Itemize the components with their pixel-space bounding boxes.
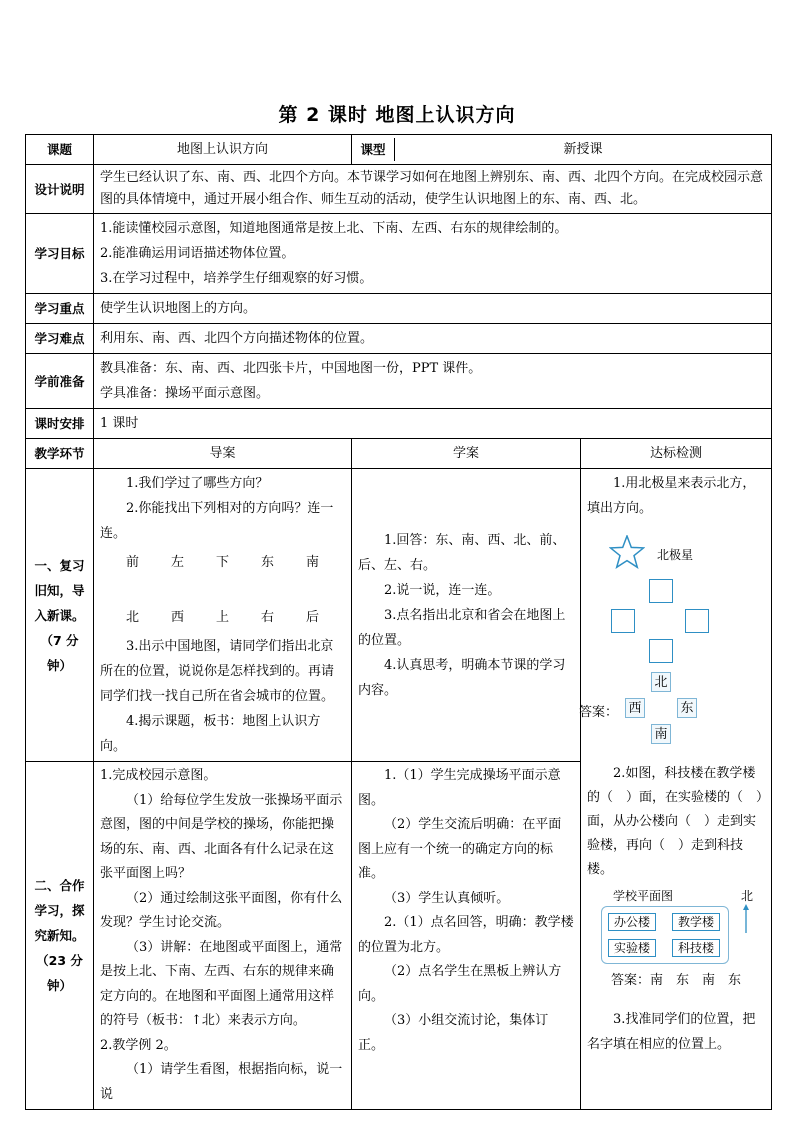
key-label: 学习重点 — [26, 294, 94, 324]
building-lab: 实验楼 — [608, 939, 656, 957]
answer-south: 南 — [651, 724, 671, 744]
prep-item: 教具准备：东、南、西、北四张卡片，中国地图一份，PPT 课件。 — [100, 361, 482, 376]
guide-item: 2.教学例 2。 — [100, 1037, 177, 1053]
dir-word: 北 — [125, 610, 139, 625]
guide-item: （2）通过绘制这张平面图，你有什么发现？学生讨论交流。 — [100, 890, 343, 930]
study-item: 1.（1）学生完成操场平面示意图。 — [358, 768, 561, 808]
guide-item: 1.完成校园示意图。 — [100, 768, 217, 783]
dir-word: 西 — [170, 610, 184, 625]
study-item: 1.回答：东、南、西、北、前、后、左、右。 — [358, 532, 566, 573]
stage2-name: 二、合作学习，探究新知。（23 分钟） — [26, 762, 94, 1110]
polaris-label: 北极星 — [657, 548, 694, 562]
stage1-study — [352, 469, 581, 762]
prep-row — [26, 354, 772, 409]
guide-item: （3）讲解：在地图或平面图上，通常是按上北、下南、左西、右东的规律来确定方向的。在地图和平面图上通常用这样的符号（板书：↑北）来表示方向。 — [100, 939, 343, 1028]
design-label: 设计说明 — [26, 165, 94, 214]
prep-item: 学具准备：操场平面示意图。 — [100, 386, 270, 401]
direction-row-2 — [100, 605, 345, 630]
stage1-name: 一、复习旧知，导入新课。（7 分钟） — [26, 469, 94, 762]
schedule-row — [26, 409, 772, 439]
check-cell — [581, 469, 772, 1110]
guide-q1: 1.我们学过了哪些方向？ — [126, 476, 269, 491]
column-header-row — [26, 439, 772, 469]
topic-row — [26, 135, 772, 165]
answer-west: 西 — [625, 698, 645, 718]
answer-east: 东 — [677, 698, 697, 718]
check-q3: 3.找准同学们的位置，把名字填在相应的位置上。 — [587, 1012, 756, 1052]
map-frame — [601, 906, 729, 964]
lesson-plan-table — [25, 134, 772, 1110]
stage1-guide — [94, 469, 352, 762]
star-icon — [609, 535, 645, 569]
col-guide: 导案 — [94, 439, 352, 469]
difficulty-value: 利用东、南、西、北四个方向描述物体的位置。 — [94, 324, 772, 354]
dir-word: 左 — [170, 555, 184, 570]
dir-word: 下 — [215, 555, 229, 570]
dir-word: 后 — [305, 610, 319, 625]
guide-item: （1）请学生看图，根据指向标，说一说 — [100, 1062, 343, 1102]
map-title: 学校平面图 — [613, 889, 674, 903]
schedule-value: 1 课时 — [94, 409, 772, 439]
study-item: （2）学生交流后明确：在平面图上应有一个统一的确定方向的标准。 — [358, 817, 562, 881]
check-q1: 1.用北极星来表示北方，填出方向。 — [587, 476, 756, 516]
study-item: 2.说一说，连一连。 — [384, 582, 501, 598]
key-row — [26, 294, 772, 324]
north-arrow-icon — [741, 904, 751, 934]
guide-item: （1）给每位学生发放一张操场平面示意图，图的中间是学校的操场，你能把操场的东、南、西、北面各有什么记录在这张平面图上吗？ — [100, 792, 343, 881]
goal-item: 1.能读懂校园示意图，知道地图通常是按上北、下南、左西、右东的规律绘制的。 — [100, 221, 568, 236]
building-tech: 科技楼 — [672, 939, 720, 957]
topic-label: 课题 — [26, 135, 94, 165]
difficulty-row — [26, 324, 772, 354]
check-q2: 2.如图，科技楼在教学楼的（ ）面，在实验楼的（ ）面，从办公楼向（ ）走到实验楼，再向（ ）走到科技楼。 — [587, 766, 763, 877]
dir-word: 东 — [260, 555, 274, 570]
blank-box-north — [649, 579, 673, 603]
guide-q3: 3.出示中国地图，请同学们指出北京所在的位置，说说你是怎样找到的。再请同学们找一找自己所在省会城市的位置。 — [100, 639, 335, 704]
answer-north: 北 — [651, 672, 671, 692]
building-office: 办公楼 — [608, 913, 656, 931]
stage1-row — [26, 469, 772, 762]
type-label: 课型 — [352, 138, 395, 161]
difficulty-label: 学习难点 — [26, 324, 94, 354]
blank-box-east — [685, 609, 709, 633]
col-stage: 教学环节 — [26, 439, 94, 469]
topic-value: 地图上认识方向 — [94, 135, 352, 165]
prep-cell — [94, 354, 772, 409]
guide-q2: 2.你能找出下列相对的方向吗？连一连。 — [100, 501, 334, 541]
blank-box-west — [611, 609, 635, 633]
check-q2-answer: 答案：南 东 南 东 — [611, 973, 742, 988]
dir-word: 前 — [125, 555, 139, 570]
design-value: 学生已经认识了东、南、西、北四个方向。本节课学习如何在地图上辨别东、南、西、北四个方向。在完成校园示意图的具体情境中，通过开展小组合作、师生互动的活动，使学生认识地图上的东、南、西、北。 — [94, 165, 772, 214]
dir-word: 上 — [215, 610, 229, 625]
schedule-label: 课时安排 — [26, 409, 94, 439]
prep-label: 学前准备 — [26, 354, 94, 409]
page-title: 第 2 课时 地图上认识方向 — [278, 104, 516, 126]
guide-q4: 4.揭示课题，板书：地图上认识方向。 — [100, 714, 321, 754]
study-item: 2.（1）点名回答，明确：教学楼的位置为北方。 — [358, 915, 574, 955]
key-value: 使学生认识地图上的方向。 — [94, 294, 772, 324]
col-check: 达标检测 — [581, 439, 772, 469]
type-value: 新授课 — [563, 142, 603, 157]
goal-item: 2.能准确运用词语描述物体位置。 — [100, 246, 295, 261]
goals-row — [26, 214, 772, 294]
stage2-study — [352, 762, 581, 1110]
goals-cell — [94, 214, 772, 294]
study-item: 4.认真思考，明确本节课的学习内容。 — [358, 657, 566, 698]
blank-box-south — [649, 639, 673, 663]
study-item: （3）学生认真倾听。 — [384, 890, 510, 906]
compass-figure — [579, 527, 751, 762]
study-item: （2）点名学生在黑板上辨认方向。 — [358, 964, 562, 1004]
study-item: （3）小组交流讨论，集体订正。 — [358, 1013, 549, 1053]
direction-row-1 — [100, 550, 345, 575]
answer-label: 答案： — [579, 705, 619, 720]
goal-item: 3.在学习过程中，培养学生仔细观察的好习惯。 — [100, 271, 373, 286]
map-north-label: 北 — [741, 889, 754, 903]
dir-word: 右 — [260, 610, 274, 625]
stage2-guide — [94, 762, 352, 1110]
building-teaching: 教学楼 — [672, 913, 720, 931]
type-cell — [352, 135, 772, 165]
col-study: 学案 — [352, 439, 581, 469]
study-item: 3.点名指出北京和省会在地图上的位置。 — [358, 607, 566, 648]
design-row — [26, 165, 772, 214]
goals-label: 学习目标 — [26, 214, 94, 294]
school-map — [591, 884, 761, 968]
dir-word: 南 — [305, 555, 319, 570]
